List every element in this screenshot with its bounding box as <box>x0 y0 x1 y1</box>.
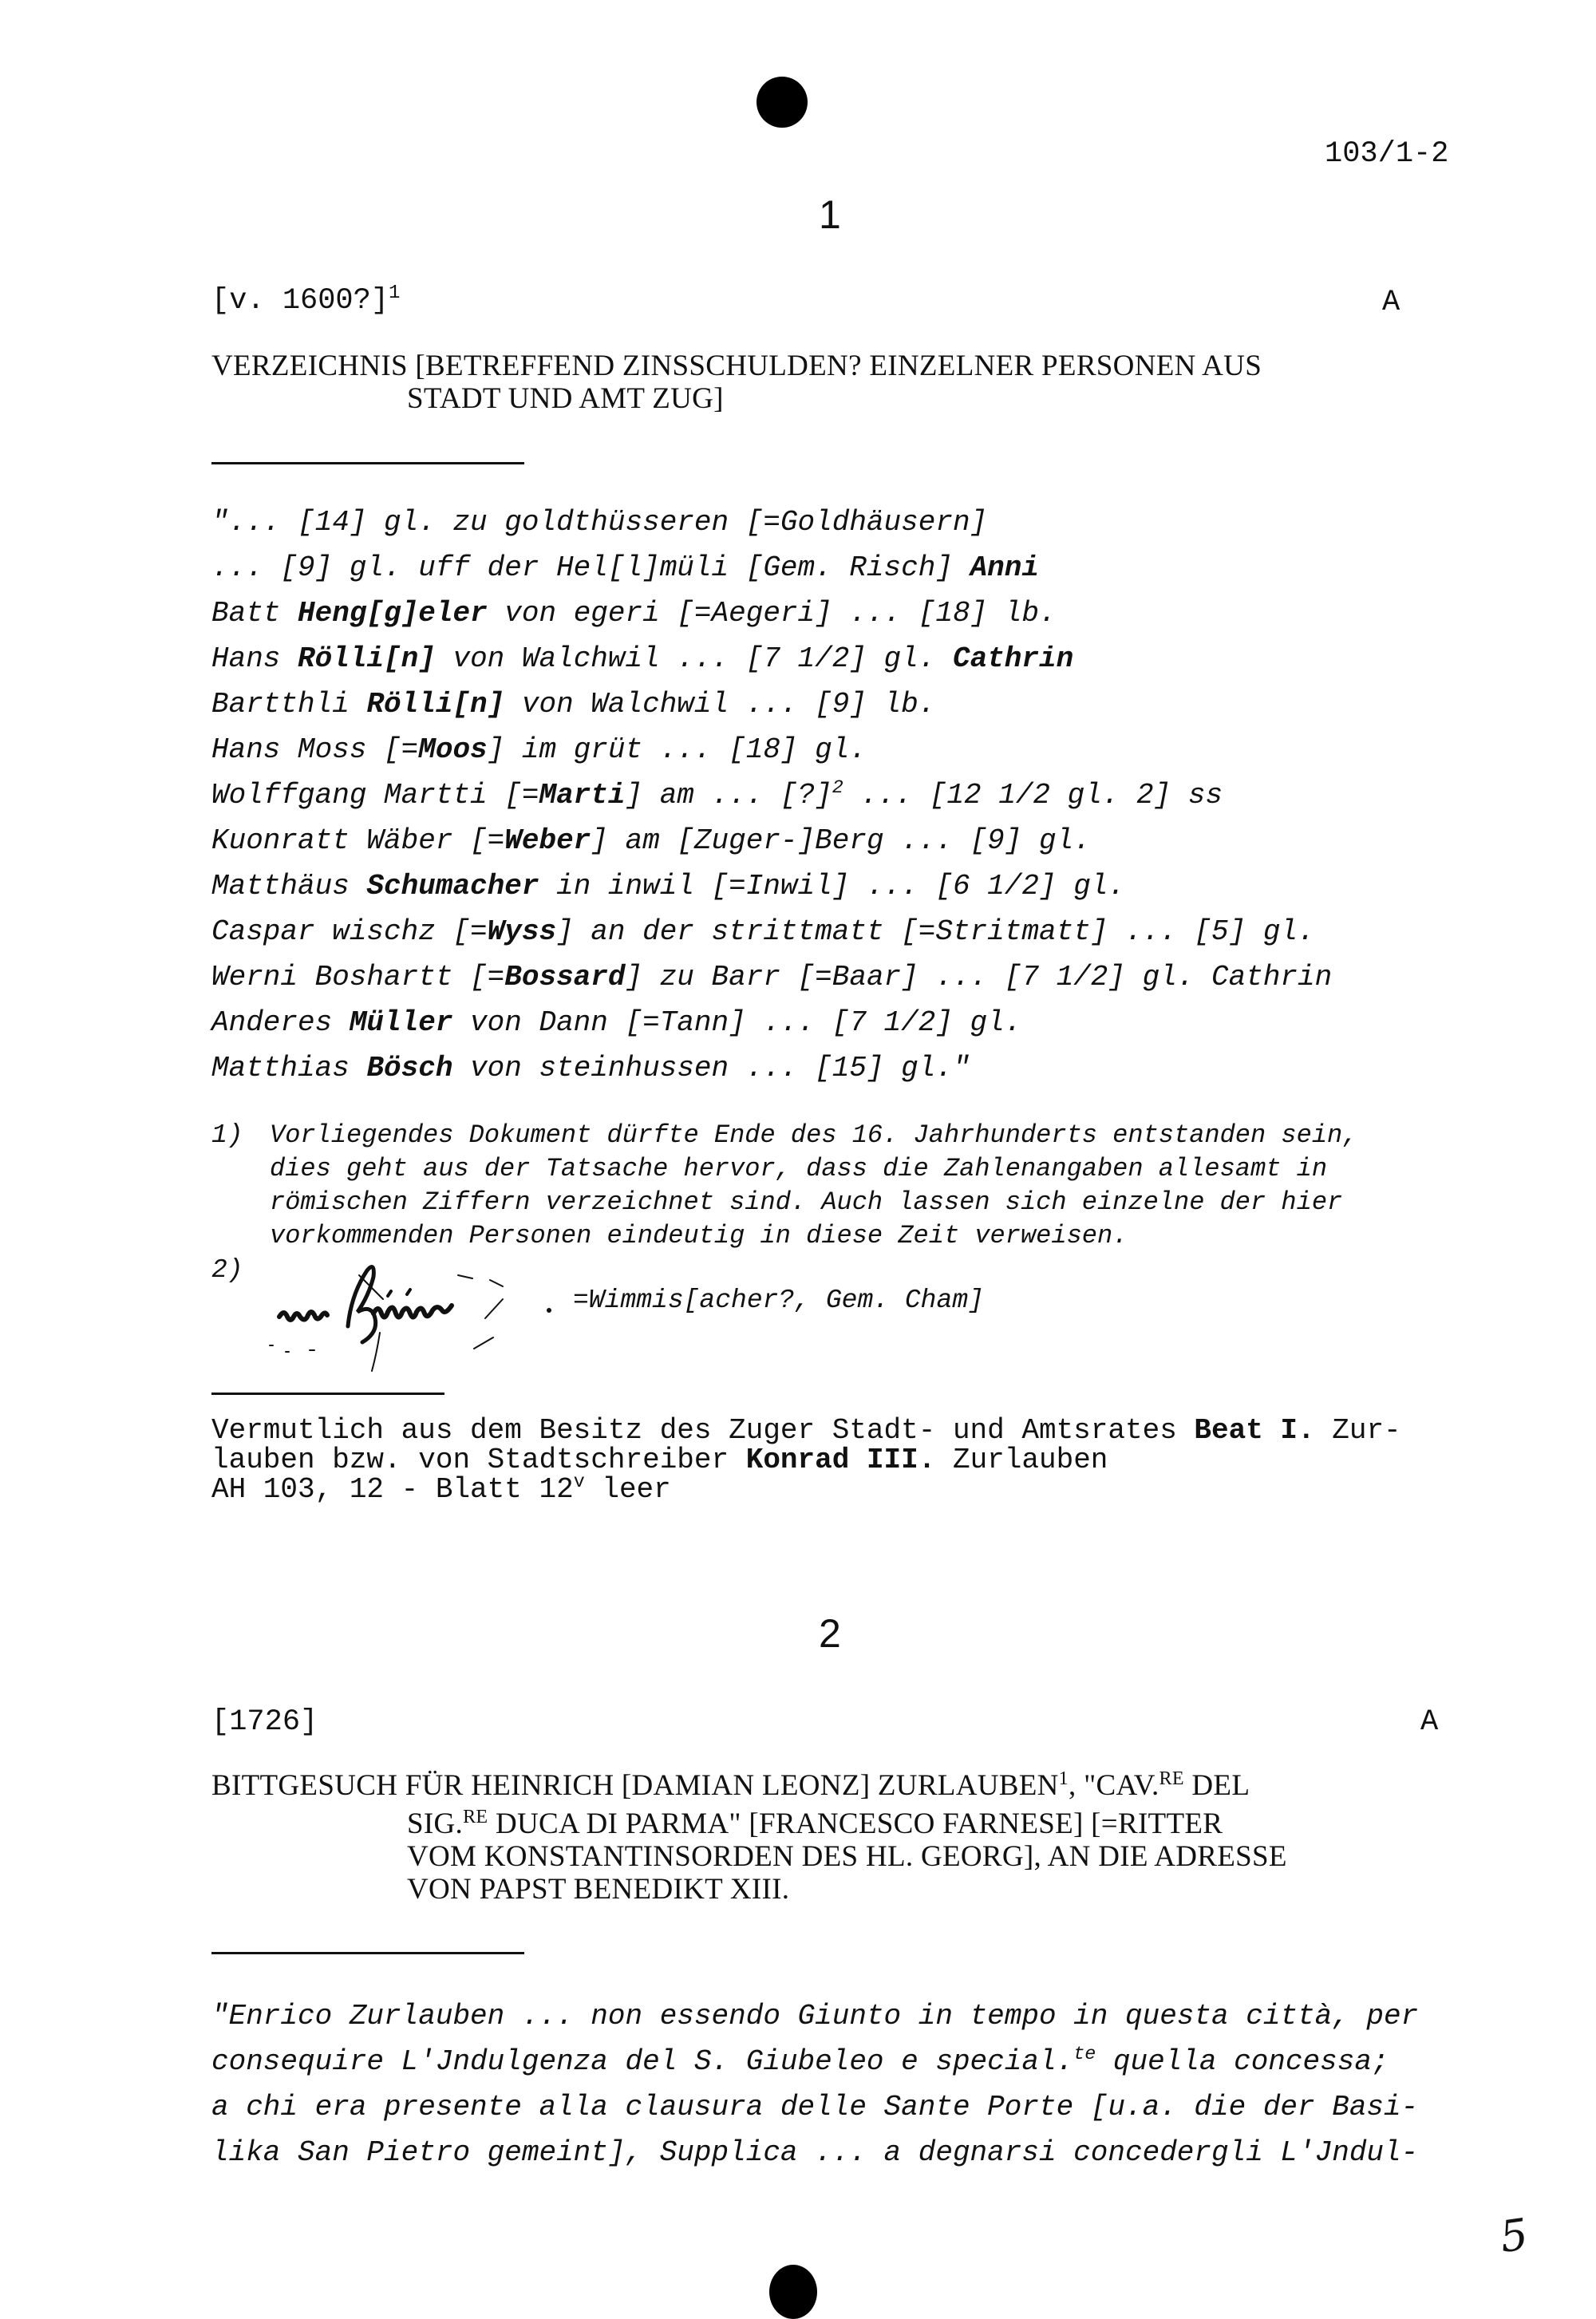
text-run: Wolffgang Martti [= <box>211 779 539 812</box>
text-run: in inwil [=Inwil] ... [6 1/2] gl. <box>539 870 1126 903</box>
superscript: 1 <box>1058 1768 1069 1789</box>
text-run: Bartthli <box>211 688 367 721</box>
text-run: DEL <box>1183 1769 1250 1802</box>
superscript: v <box>573 1472 585 1494</box>
doc1-heading-line-2: STADT UND AMT ZUG] <box>407 382 724 415</box>
doc1-heading-line-1: VERZEICHNIS [BETREFFEND ZINSSCHULDEN? EINZELNER PERSONEN AUS <box>211 350 1262 382</box>
text-run: ] zu Barr [=Baar] ... [7 1/2] gl. Cathrin <box>625 961 1333 994</box>
page-reference: 103/1-2 <box>1325 137 1449 171</box>
doc2-date: [1726] <box>211 1705 318 1739</box>
doc1-date <box>211 284 400 318</box>
text-run: Kuonratt Wäber [= <box>211 824 505 857</box>
text-run: Hans <box>211 642 298 675</box>
text-run: VOM KONSTANTINSORDEN DES HL. GEORG], AN DIE ADRESSE <box>407 1840 1287 1873</box>
text-run: Vermutlich aus dem Besitz des Zuger Stadt- und Amtsrates <box>211 1414 1195 1447</box>
punch-hole-bottom <box>769 2265 817 2319</box>
bold-text: Wyss <box>487 915 557 948</box>
superscript: 2 <box>832 778 843 800</box>
text-run: DUCA DI PARMA" [FRANCESCO FARNESE] [=RITTER <box>488 1807 1223 1840</box>
transcription-line <box>211 779 1223 812</box>
text-run: SIG. <box>407 1807 464 1840</box>
bold-text: Anni <box>970 551 1039 584</box>
text-run: , "CAV. <box>1068 1769 1159 1802</box>
text-run: von Walchwil ... [9] lb. <box>504 688 936 721</box>
bold-text: Rölli[n] <box>366 688 505 721</box>
text-run: ... [12 1/2 gl. 2] ss <box>843 779 1223 812</box>
text-run: Batt <box>211 597 298 630</box>
doc2-heading-line <box>407 1872 789 1906</box>
doc1-heading-rule <box>211 462 524 464</box>
provenance-rule <box>211 1393 444 1395</box>
footnote-1-line: Vorliegendes Dokument dürfte Ende des 16. Jahrhunderts entstanden sein, <box>270 1120 1358 1150</box>
footnote-1-line: dies geht aus der Tatsache hervor, dass die Zahlenangaben allesamt in <box>270 1154 1328 1183</box>
bold-text: Marti <box>539 779 626 812</box>
transcription-line <box>211 1052 970 1084</box>
text-run: a chi era presente alla clausura delle Sante Porte [u.a. die der Basi- <box>211 2091 1419 2123</box>
text-run: Matthäus <box>211 870 367 903</box>
doc1-date-text: [v. 1600?] <box>211 284 389 318</box>
text-run: "... [14] gl. zu goldthüsseren [=Goldhäusern] <box>211 506 988 539</box>
bold-text: Konrad III. <box>745 1444 936 1476</box>
bold-text: Müller <box>349 1006 453 1039</box>
footnote-2-text: =Wimmis[acher?, Gem. Cham] <box>573 1286 984 1315</box>
transcription-line <box>211 915 1315 948</box>
text-run: Matthias <box>211 1052 367 1084</box>
doc1-date-footnote-ref: 1 <box>389 282 401 304</box>
text-run: ] an der strittmatt [=Stritmatt] ... [5] gl. <box>556 915 1315 948</box>
transcription-line <box>211 1006 1021 1039</box>
bold-text: Beat I. <box>1194 1414 1315 1447</box>
bold-text: Schumacher <box>366 870 539 903</box>
text-run: leer <box>584 1473 671 1506</box>
footnote-2-marker: 2) <box>211 1255 243 1285</box>
transcription-line <box>211 642 1073 675</box>
footnote-1-line: römischen Ziffern verzeichnet sind. Auch lassen sich einzelne der hier <box>270 1187 1343 1217</box>
transcription-line <box>211 2136 1418 2169</box>
doc2-number: 2 <box>819 1611 841 1656</box>
text-run: Anderes <box>211 1006 350 1039</box>
text-run: "Enrico Zurlauben ... non essendo Giunto in tempo in questa città, per <box>211 2000 1419 2033</box>
text-run: quella concessa; <box>1096 2045 1389 2078</box>
text-run: lika San Pietro gemeint], Supplica ... a degnarsi concedergli L'Jndul- <box>211 2136 1419 2169</box>
text-run: von Dann [=Tann] ... [7 1/2] gl. <box>452 1006 1022 1039</box>
transcription-line <box>211 2045 1389 2078</box>
bold-text: Cathrin <box>952 642 1074 675</box>
transcription-line <box>211 961 1332 994</box>
transcription-line <box>211 2000 1418 2033</box>
transcription-line <box>211 2091 1418 2123</box>
text-run: consequire L'Jndulgenza del S. Giubeleo e special. <box>211 2045 1074 2078</box>
superscript: te <box>1073 2044 1096 2066</box>
transcription-line <box>211 506 987 539</box>
bold-text: Weber <box>504 824 591 857</box>
transcription-line <box>211 688 935 721</box>
text-run: Caspar wischz [= <box>211 915 488 948</box>
punch-hole-top <box>757 77 808 128</box>
text-run: Zurlauben <box>935 1444 1108 1476</box>
text-run: Zur- <box>1314 1414 1401 1447</box>
text-run: von egeri [=Aegeri] ... [18] lb. <box>487 597 1057 630</box>
text-run: lauben bzw. von Stadtschreiber <box>211 1444 746 1476</box>
text-run: von steinhussen ... [15] gl." <box>452 1052 970 1084</box>
bold-text: Bossard <box>504 961 626 994</box>
corner-mark: 5 <box>1496 2208 1531 2263</box>
doc2-heading-line <box>407 1839 1287 1874</box>
provenance-line <box>211 1414 1401 1447</box>
text-run: Werni Boshartt [= <box>211 961 505 994</box>
text-run: ] am [Zuger-]Berg ... [9] gl. <box>591 824 1091 857</box>
transcription-line <box>211 597 1057 630</box>
bold-text: Rölli[n] <box>298 642 436 675</box>
superscript: RE <box>1159 1768 1184 1789</box>
text-run: von Walchwil ... [7 1/2] gl. <box>435 642 953 675</box>
doc1-number: 1 <box>819 192 841 237</box>
provenance-line <box>211 1444 1108 1476</box>
provenance-line <box>211 1473 671 1506</box>
transcription-line <box>211 733 867 766</box>
footnote-1-line: vorkommenden Personen eindeutig in diese Zeit verweisen. <box>270 1221 1128 1250</box>
doc1-archive-letter: A <box>1382 286 1400 319</box>
transcription-line <box>211 870 1125 903</box>
text-run: Hans Moss [= <box>211 733 419 766</box>
bold-text: Bösch <box>366 1052 453 1084</box>
handwriting-sample-image <box>254 1251 557 1379</box>
text-run: ... [9] gl. uff der Hel[l]müli [Gem. Risch] <box>211 551 970 584</box>
superscript: RE <box>463 1806 488 1827</box>
transcription-line <box>211 824 1091 857</box>
footnote-1-marker: 1) <box>211 1120 243 1150</box>
doc2-heading-line <box>211 1768 1250 1803</box>
doc2-archive-letter: A <box>1420 1705 1439 1739</box>
text-run: VON PAPST BENEDIKT XIII. <box>407 1873 790 1906</box>
transcription-line <box>211 551 1039 584</box>
bold-text: Heng[g]eler <box>298 597 488 630</box>
doc2-heading-rule <box>211 1952 524 1954</box>
text-run: ] am ... [?] <box>625 779 832 812</box>
text-run: BITTGESUCH FÜR HEINRICH [DAMIAN LEONZ] ZURLAUBEN <box>211 1769 1059 1802</box>
doc2-heading-line <box>407 1807 1223 1841</box>
text-run: ] im grüt ... [18] gl. <box>487 733 867 766</box>
text-run: AH 103, 12 - Blatt 12 <box>211 1473 574 1506</box>
bold-text: Moos <box>418 733 488 766</box>
